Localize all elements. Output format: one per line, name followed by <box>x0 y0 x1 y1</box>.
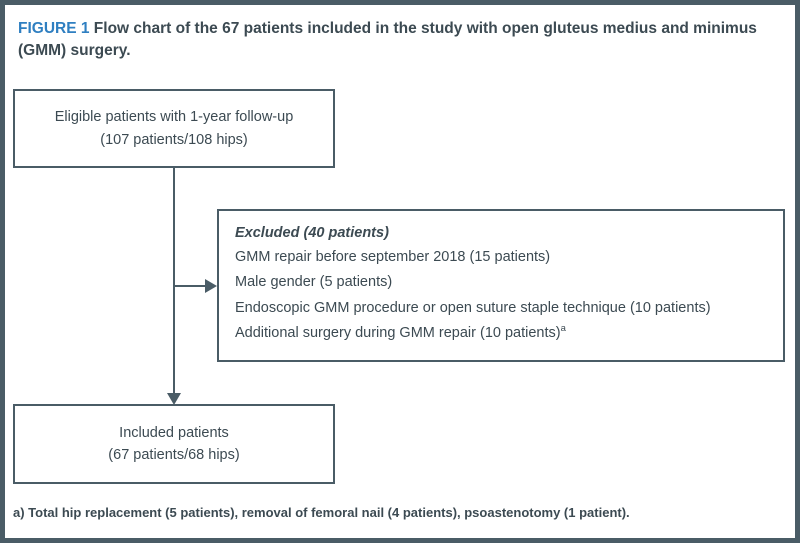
flow-box-eligible-patients <box>13 89 335 168</box>
flow-box-included-patients <box>13 404 335 484</box>
figure-caption <box>18 18 778 63</box>
excluded-item: GMM repair before september 2018 (15 patients) <box>235 249 551 265</box>
arrowhead-right-icon <box>205 279 217 293</box>
excluded-item: Endoscopic GMM procedure or open suture staple technique (10 patients) <box>235 299 711 316</box>
included-line-1: Included patients <box>119 424 229 441</box>
excluded-item-footnote-marker: a <box>560 323 566 335</box>
excluded-item-text: Additional surgery during GMM repair (10 patients) <box>235 325 561 342</box>
excluded-item: Male gender (5 patients) <box>235 274 393 291</box>
figure-label: FIGURE 1 <box>18 20 90 37</box>
top-divider <box>5 0 795 5</box>
eligible-line-2: (107 patients/108 hips) <box>100 131 248 148</box>
bottom-divider <box>5 538 795 543</box>
excluded-item <box>235 322 566 344</box>
eligible-line-1: Eligible patients with 1-year follow-up <box>54 109 294 126</box>
connector-horizontal-excluded <box>173 285 209 287</box>
included-line-2: (67 patients/68 hips) <box>108 447 240 463</box>
connector-vertical <box>173 168 175 396</box>
flow-box-excluded <box>217 209 785 362</box>
excluded-title: Excluded (40 patients) <box>235 225 389 241</box>
figure-caption-text: Flow chart of the 67 patients included in the study with open gluteus medius and minimus (GMM) surgery. <box>18 20 757 60</box>
figure-footnote: a) Total hip replacement (5 patients), removal of femoral nail (4 patients), psoastenotomy (1 patient). <box>13 505 630 520</box>
